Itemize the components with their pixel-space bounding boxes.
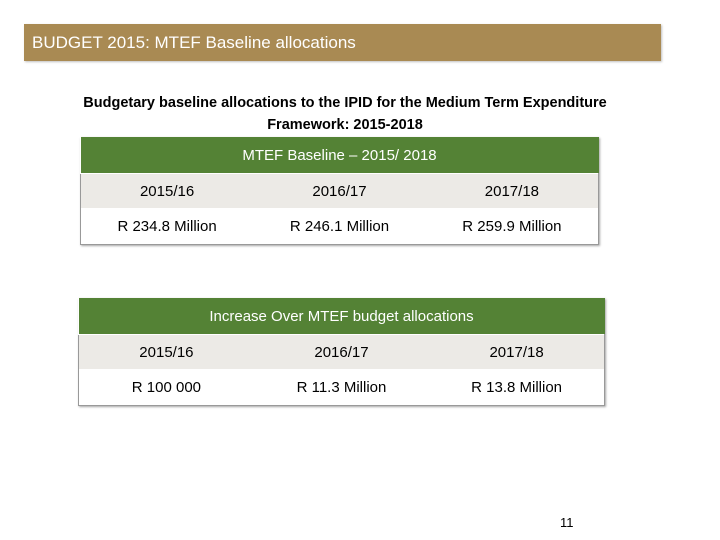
slide-subtitle (0, 92, 690, 136)
year-cell: 2017/18 (429, 335, 604, 370)
table-row (81, 174, 599, 209)
mtef-baseline-table (80, 137, 599, 245)
subtitle-line-2: Framework: 2015-2018 (267, 117, 423, 133)
table-row (81, 208, 599, 245)
table-row (79, 335, 605, 370)
table-header: MTEF Baseline – 2015/ 2018 (81, 137, 599, 174)
value-cell: R 246.1 Million (253, 208, 426, 245)
value-cell: R 13.8 Million (429, 369, 604, 406)
value-cell: R 100 000 (79, 369, 254, 406)
slide-title: BUDGET 2015: MTEF Baseline allocations (24, 24, 661, 61)
subtitle-line-1: Budgetary baseline allocations to the IPID for the Medium Term Expenditure (83, 95, 607, 111)
value-cell: R 234.8 Million (81, 208, 254, 245)
year-cell: 2016/17 (254, 335, 429, 370)
year-cell: 2017/18 (426, 174, 599, 209)
value-cell: R 259.9 Million (426, 208, 599, 245)
table-header: Increase Over MTEF budget allocations (79, 298, 605, 335)
value-cell: R 11.3 Million (254, 369, 429, 406)
year-cell: 2016/17 (253, 174, 426, 209)
table-row (79, 369, 605, 406)
year-cell: 2015/16 (81, 174, 254, 209)
page-number: 11 (560, 515, 574, 530)
mtef-increase-table (78, 298, 605, 406)
year-cell: 2015/16 (79, 335, 254, 370)
